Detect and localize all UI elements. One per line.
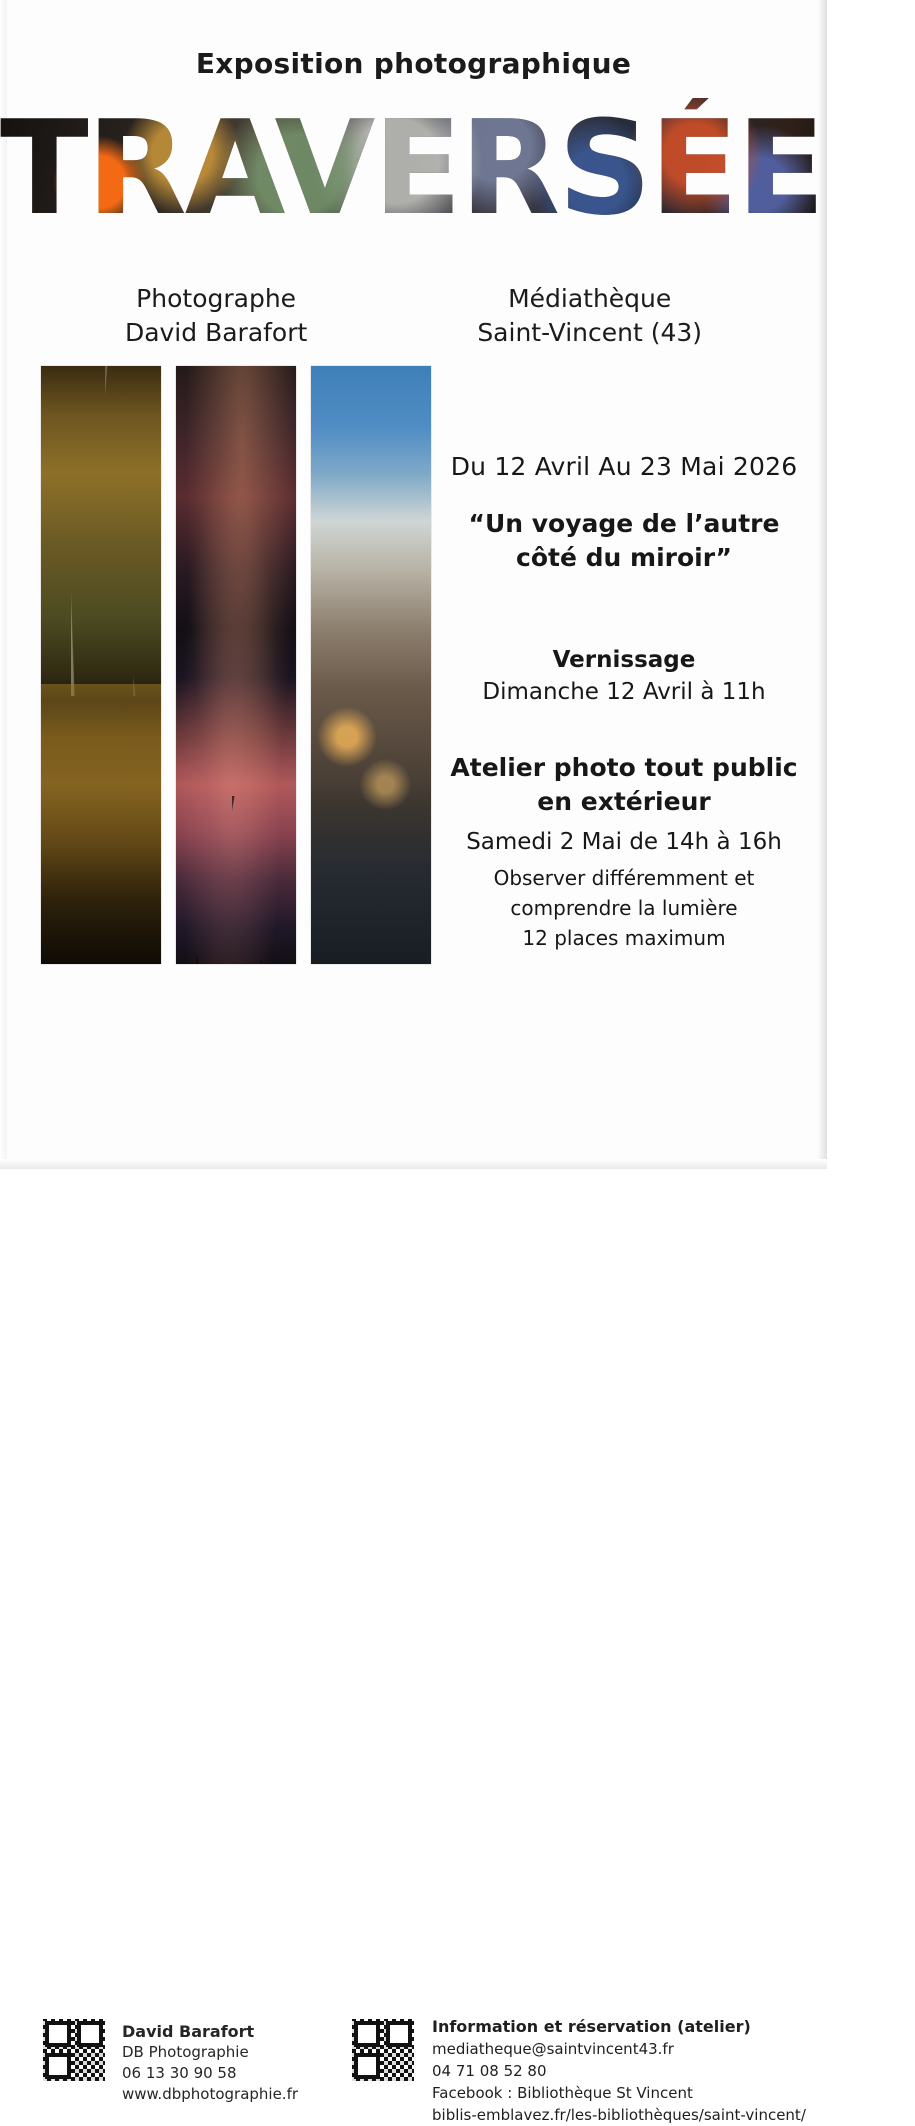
library-contact xyxy=(432,2016,806,2126)
photographer-credit xyxy=(125,282,307,350)
workshop-description xyxy=(434,863,814,953)
workshop-title-line-1: Atelier photo tout public xyxy=(450,753,798,782)
library-contact-title: Information et réservation (atelier) xyxy=(432,2017,751,2036)
photo-strip-autumn-lake xyxy=(41,366,161,964)
vernissage-date: Dimanche 12 Avril à 11h xyxy=(482,679,766,705)
credits-block xyxy=(0,282,827,350)
quote-line-1: “Un voyage de l’autre xyxy=(468,509,780,538)
qr-code-photographer[interactable] xyxy=(42,2018,106,2082)
venue-type: Médiathèque xyxy=(508,284,672,313)
exhibition-quote xyxy=(434,507,814,575)
qr-finder-icon xyxy=(354,2053,380,2079)
workshop-desc-line-2: comprendre la lumière xyxy=(510,896,738,920)
photographer-contact xyxy=(122,2021,298,2105)
quote-line-2: côté du miroir” xyxy=(516,543,732,572)
library-contact-facebook[interactable]: Facebook : Bibliothèque St Vincent xyxy=(432,2084,693,2102)
photographer-role: Photographe xyxy=(136,284,297,313)
workshop-date: Samedi 2 Mai de 14h à 16h xyxy=(466,829,782,855)
library-contact-url[interactable]: biblis-emblavez.fr/les-bibliothèques/saint-vincent/ xyxy=(432,2106,806,2124)
venue-name: Saint-Vincent (43) xyxy=(477,318,703,347)
workshop-title xyxy=(434,751,814,819)
workshop-desc-line-3: 12 places maximum xyxy=(522,926,726,950)
exhibition-title: TRAVERSÉES xyxy=(0,92,915,244)
vernissage-title: Vernissage xyxy=(552,647,696,673)
photographer-name: David Barafort xyxy=(124,318,308,347)
workshop-title-line-2: en extérieur xyxy=(537,787,711,816)
venue-credit xyxy=(477,282,702,350)
event-details xyxy=(434,452,814,953)
exhibition-kicker: Exposition photographique xyxy=(195,47,632,80)
qr-code-library[interactable] xyxy=(351,2018,415,2082)
library-contact-email[interactable]: mediatheque@saintvincent43.fr xyxy=(432,2040,674,2058)
photo-strip-blue-village xyxy=(311,366,431,964)
scan-edge-bottom xyxy=(0,1159,827,1169)
library-contact-phone: 04 71 08 52 80 xyxy=(432,2062,547,2080)
photographer-contact-website[interactable]: www.dbphotographie.fr xyxy=(122,2085,299,2103)
photographer-contact-name: David Barafort xyxy=(122,2022,255,2041)
photo-strip-pink-sunset xyxy=(176,366,296,964)
qr-finder-icon xyxy=(45,2053,71,2079)
photographer-contact-phone: 06 13 30 90 58 xyxy=(122,2064,237,2082)
photographer-contact-company: DB Photographie xyxy=(122,2043,249,2061)
photo-strip-group xyxy=(41,366,431,964)
workshop-desc-line-1: Observer différemment et xyxy=(493,866,755,890)
poster-footer xyxy=(0,1005,827,2124)
exhibition-dates: Du 12 Avril Au 23 Mai 2026 xyxy=(450,452,798,481)
